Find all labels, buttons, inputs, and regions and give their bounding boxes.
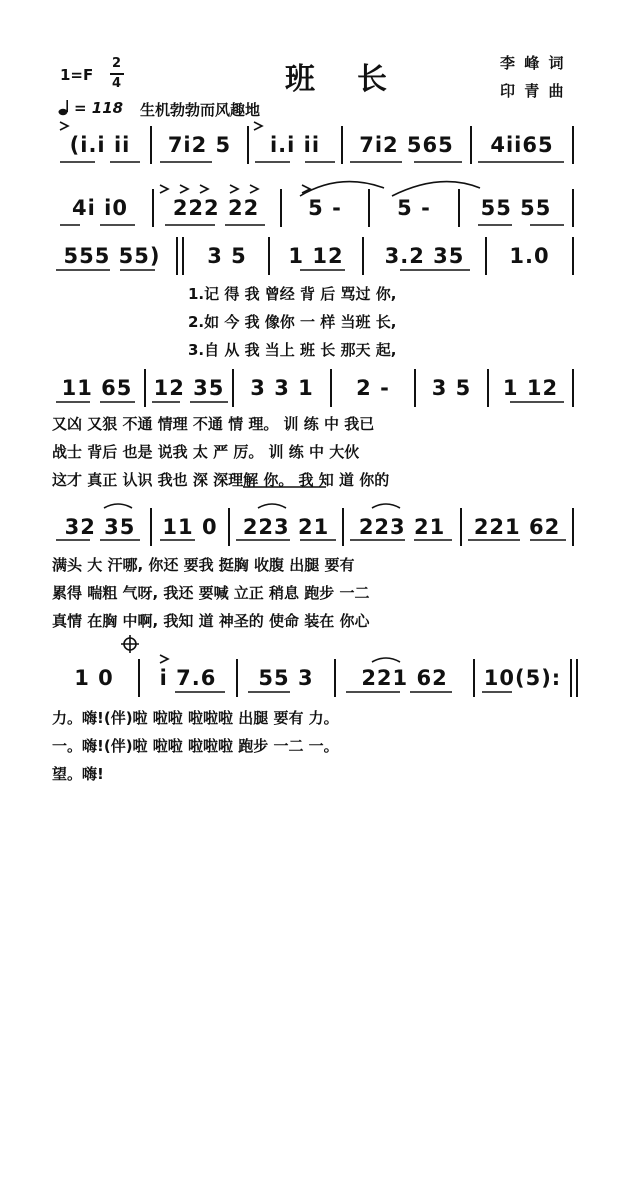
measure-notes: 555 55) [63, 244, 161, 268]
lyric-line: 累得 喘粗 气呀, 我还 要喊 立正 稍息 跑步 一二 [52, 584, 370, 602]
lyric-line: 一。嗨!(伴)啦 啦啦 啦啦啦 跑步 一二 一。 [52, 737, 339, 755]
lyric-line: 望。嗨! [52, 765, 104, 783]
tempo-marking: = 118 [74, 99, 124, 117]
duration-underlines [56, 162, 566, 692]
measure-notes: 223 21 [358, 515, 446, 539]
measure-notes: 32 35 [64, 515, 136, 539]
measure-notes: 12 35 [153, 376, 225, 400]
measure-notes: 11 65 [61, 376, 133, 400]
lyric-line: 满头 大 汗哪, 你还 要我 挺胸 收腹 出腿 要有 [52, 556, 355, 574]
expression-marking: 生机勃勃而风趣地 [140, 101, 261, 119]
measure-notes: 1 0 [74, 666, 114, 690]
measure-notes: 5 - [308, 196, 342, 220]
measure-notes: 7i2 5 [167, 133, 232, 157]
measure-notes: 4i i0 [72, 196, 128, 220]
composer-credit: 印 青 曲 [500, 82, 566, 100]
measure-notes: (i.i ii [69, 133, 131, 157]
time-signature-top: 2 [112, 56, 122, 71]
lyric-line: 力。嗨!(伴)啦 啦啦 啦啦啦 出腿 要有 力。 [52, 709, 339, 727]
measure-notes: i 7.6 [159, 666, 217, 690]
measure-notes: 222 22 [172, 196, 260, 220]
measure-notes: 4ii65 [490, 133, 554, 157]
slurs [104, 182, 480, 662]
measure-notes: 3.2 35 [384, 244, 465, 268]
lyric-line: 1.记 得 我 曾经 背 后 骂过 你, [188, 285, 397, 303]
measure-notes: 2 - [356, 376, 390, 400]
measure-notes: 223 21 [242, 515, 330, 539]
key-signature: 1=F [60, 66, 94, 84]
measure-notes: 1.0 [509, 244, 550, 268]
lyric-line: 这才 真正 认识 我也 深 深理解 你。 我 知 道 你的 [52, 471, 390, 489]
measure-notes: 1 12 [502, 376, 559, 400]
accent-marks [60, 122, 310, 663]
measure-notes: 7i2 565 [359, 133, 454, 157]
lyric-line: 真情 在胸 中啊, 我知 道 神圣的 使命 装在 你心 [52, 612, 370, 630]
measure-notes: 55 55 [480, 196, 552, 220]
measure-notes: 11 0 [162, 515, 218, 539]
lyric-line: 又凶 又狠 不通 情理 不通 情 理。 训 练 中 我已 [52, 415, 375, 433]
lyric-line: 战士 背后 也是 说我 太 严 厉。 训 练 中 大伙 [52, 443, 360, 461]
measure-notes: 1 12 [288, 244, 344, 268]
measure-notes: 5 - [397, 196, 431, 220]
song-title: 班长 [285, 62, 429, 97]
lyric-line: 3.自 从 我 当上 班 长 那天 起, [188, 341, 397, 359]
time-signature-bottom: 4 [112, 76, 122, 91]
coda-sign-icon [121, 635, 139, 653]
measure-notes: 3 3 1 [250, 376, 314, 400]
measure-notes: i.i ii [269, 133, 321, 157]
measure-notes: 3 5 [431, 376, 472, 400]
lyricist-credit: 李 峰 词 [500, 54, 566, 72]
lyric-line: 2.如 今 我 像你 一 样 当班 长, [188, 313, 397, 331]
measure-notes: 3 5 [207, 244, 247, 268]
measure-notes: 55 3 [258, 666, 314, 690]
measure-notes: 221 62 [361, 666, 448, 690]
measure-notes: 221 62 [473, 515, 561, 539]
measure-notes: 10(5): [483, 666, 562, 690]
